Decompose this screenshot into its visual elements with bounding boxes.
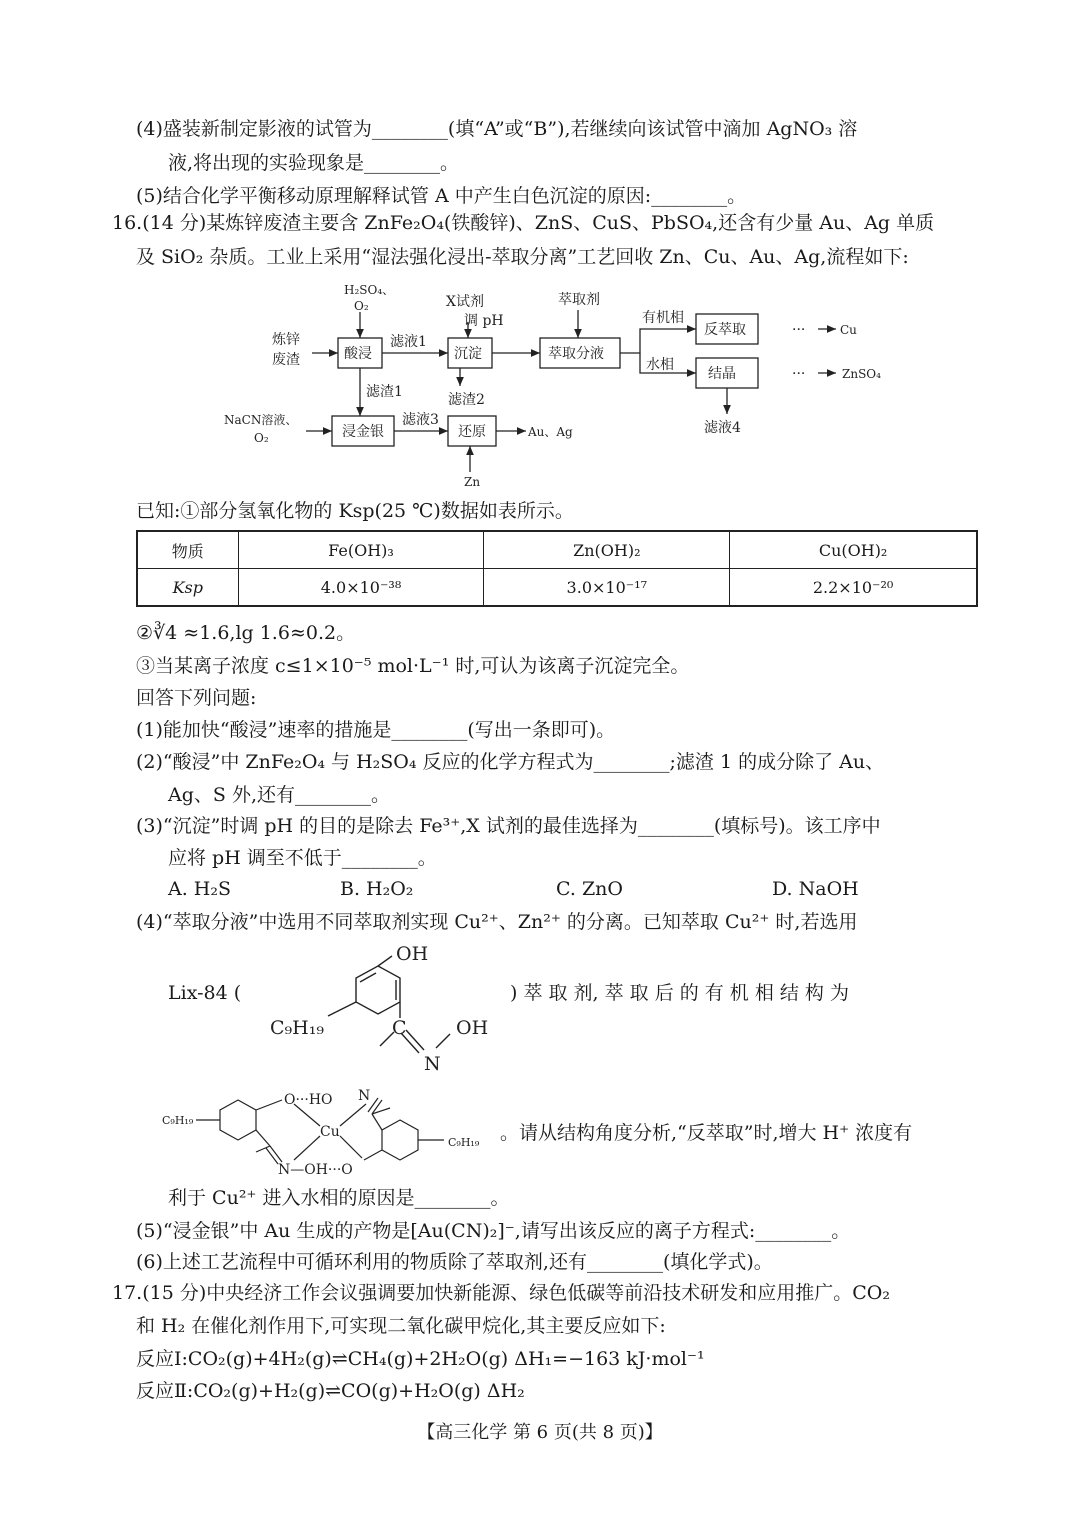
q17-reaction2: 反应Ⅱ:CO₂(g)+H₂(g)⇌CO(g)+H₂O(g) ΔH₂ <box>136 1380 525 1402</box>
known-1: 已知:①部分氢氧化物的 Ksp(25 ℃)数据如表所示。 <box>136 500 574 522</box>
flow-residue1-label: 滤渣1 <box>366 384 403 400</box>
table-cell: 4.0×10⁻³⁸ <box>238 569 484 607</box>
q16-part2-line1: (2)“酸浸”中 ZnFe₂O₄ 与 H₂SO₄ 反应的化学方程式为________;滤渣 1 的成分除了 Au、 <box>136 751 885 773</box>
flow-extractant-label: 萃取剂 <box>558 292 600 308</box>
lix84-structure <box>262 940 512 1076</box>
flow-filtrate1-label: 滤液1 <box>390 334 427 350</box>
lix84-n-label: N <box>424 1053 441 1075</box>
q16-part3-line2: 应将 pH 调至不低于________。 <box>168 847 437 869</box>
flow-acid-reagent-line1: H₂SO₄、 <box>344 283 395 297</box>
table-header-row <box>137 531 977 569</box>
flow-raw-line2: 废渣 <box>272 352 300 368</box>
lix84-oh2-label: OH <box>456 1017 489 1039</box>
flow-dots-2: ··· <box>792 366 806 382</box>
flow-leach-auag-label: 浸金银 <box>342 424 384 440</box>
complex-o-top: O···HO <box>284 1092 333 1108</box>
q16-part5: (5)“浸金银”中 Au 生成的产物是[Au(CN)₂]⁻,请写出该反应的离子方程式:________。 <box>136 1220 851 1242</box>
complex-left-alkyl: C₉H₁₉ <box>162 1114 194 1127</box>
table-header: Fe(OH)₃ <box>238 531 484 569</box>
q16-intro-line1: 16.(14 分)某炼锌废渣主要含 ZnFe₂O₄(铁酸锌)、ZnS、CuS、PbSO₄,还含有少量 Au、Ag 单质 <box>112 212 935 234</box>
flow-znso4-product: ZnSO₄ <box>842 367 881 381</box>
flow-x-reagent-line1: X试剂 <box>446 294 484 310</box>
flow-filtrate3-label: 滤液3 <box>402 412 439 428</box>
cu-complex-structure <box>160 1082 500 1178</box>
flow-back-extract-label: 反萃取 <box>704 322 746 338</box>
table-cell: 3.0×10⁻¹⁷ <box>484 569 730 607</box>
table-header: Zn(OH)₂ <box>484 531 730 569</box>
complex-n-bottom: N—OH···O <box>278 1162 353 1178</box>
flow-acid-leach-label: 酸浸 <box>344 346 372 362</box>
table-header: Cu(OH)₂ <box>730 531 977 569</box>
table-cell: 2.2×10⁻²⁰ <box>730 569 977 607</box>
flow-cu-product: Cu <box>840 323 857 337</box>
complex-right-alkyl: C₉H₁₉ <box>448 1136 480 1149</box>
known-2: ②∛4 ≈1.6,lg 1.6≈0.2。 <box>136 622 356 644</box>
page-footer: 【高三化学 第 6 页(共 8 页)】 <box>417 1422 663 1443</box>
table-row <box>137 569 977 607</box>
flow-x-reagent-line2: 调 pH <box>464 313 504 329</box>
known-3: ③当某离子浓度 c≤1×10⁻⁵ mol·L⁻¹ 时,可认为该离子沉淀完全。 <box>136 655 690 677</box>
q16-part2-line2: Ag、S 外,还有________。 <box>168 784 390 806</box>
answer-intro: 回答下列问题: <box>136 687 257 709</box>
table-header: 物质 <box>137 531 238 569</box>
flow-aqueous-label: 水相 <box>646 357 674 373</box>
q17-intro-line1: 17.(15 分)中央经济工作会议强调要加快新能源、绿色低碳等前沿技术研发和应用推广。CO₂ <box>112 1282 890 1304</box>
lix84-c-label: C <box>392 1017 407 1039</box>
process-flowchart <box>220 276 920 492</box>
option-d: D. NaOH <box>772 878 859 900</box>
flow-nacn-line1: NaCN溶液、 <box>224 413 298 427</box>
flow-reduction-label: 还原 <box>458 424 486 440</box>
q16-part1: (1)能加快“酸浸”速率的措施是________(写出一条即可)。 <box>136 719 616 741</box>
option-b: B. H₂O₂ <box>340 878 414 900</box>
flow-crystallize-label: 结晶 <box>708 366 736 382</box>
q16-part4-line1: (4)“萃取分液”中选用不同萃取剂实现 Cu²⁺、Zn²⁺ 的分离。已知萃取 Cu²⁺ 时,若选用 <box>136 911 858 933</box>
flow-filtrate4-label: 滤液4 <box>704 420 741 436</box>
lix84-oh-label: OH <box>396 943 429 965</box>
flow-residue2-label: 滤渣2 <box>448 392 485 408</box>
flow-dots-1: ··· <box>792 322 806 338</box>
option-a: A. H₂S <box>168 878 232 900</box>
q17-reaction1: 反应Ⅰ:CO₂(g)+4H₂(g)⇌CH₄(g)+2H₂O(g) ΔH₁=−163 kJ·mol⁻¹ <box>136 1348 705 1370</box>
q15-part5: (5)结合化学平衡移动原理解释试管 A 中产生白色沉淀的原因:________。 <box>136 185 747 207</box>
q16-part3-line1: (3)“沉淀”时调 pH 的目的是除去 Fe³⁺,X 试剂的最佳选择为________(填标号)。该工序中 <box>136 815 881 837</box>
lix84-c9h19-label: C₉H₁₉ <box>270 1017 324 1039</box>
complex-cu-center: Cu <box>320 1124 340 1140</box>
q15-part4-line1: (4)盛装新制定影液的试管为________(填“A”或“B”),若继续向该试管中滴加 AgNO₃ 溶 <box>136 118 858 140</box>
q16-part4-line3: 。请从结构角度分析,“反萃取”时,增大 H⁺ 浓度有 <box>500 1122 913 1144</box>
q17-intro-line2: 和 H₂ 在催化剂作用下,可实现二氧化碳甲烷化,其主要反应如下: <box>136 1315 666 1337</box>
q16-part4-line4: 利于 Cu²⁺ 进入水相的原因是________。 <box>168 1187 510 1209</box>
flow-auag-product: Au、Ag <box>528 425 573 439</box>
q16-part6: (6)上述工艺流程中可循环利用的物质除了萃取剂,还有________(填化学式)。 <box>136 1251 773 1273</box>
q16-part4-lix84: Lix-84 ( <box>168 982 242 1004</box>
q15-part4-line2: 液,将出现的实验现象是________。 <box>168 152 460 174</box>
flow-zn-reagent: Zn <box>464 475 481 489</box>
flow-nacn-line2: O₂ <box>254 431 269 445</box>
option-c: C. ZnO <box>556 878 623 900</box>
ksp-table <box>136 530 978 607</box>
complex-n-top: N <box>358 1088 371 1104</box>
q16-intro-line2: 及 SiO₂ 杂质。工业上采用“湿法强化浸出-萃取分离”工艺回收 Zn、Cu、Au、Ag,流程如下: <box>136 246 909 268</box>
flow-raw-line1: 炼锌 <box>272 332 300 348</box>
flow-acid-reagent-line2: O₂ <box>354 299 369 313</box>
flow-extraction-label: 萃取分液 <box>548 346 604 362</box>
q16-part4-extract: ) 萃 取 剂, 萃 取 后 的 有 机 相 结 构 为 <box>510 982 849 1004</box>
flow-precipitate-label: 沉淀 <box>454 346 482 362</box>
flow-organic-label: 有机相 <box>642 310 684 326</box>
table-row-label: Ksp <box>137 569 238 607</box>
